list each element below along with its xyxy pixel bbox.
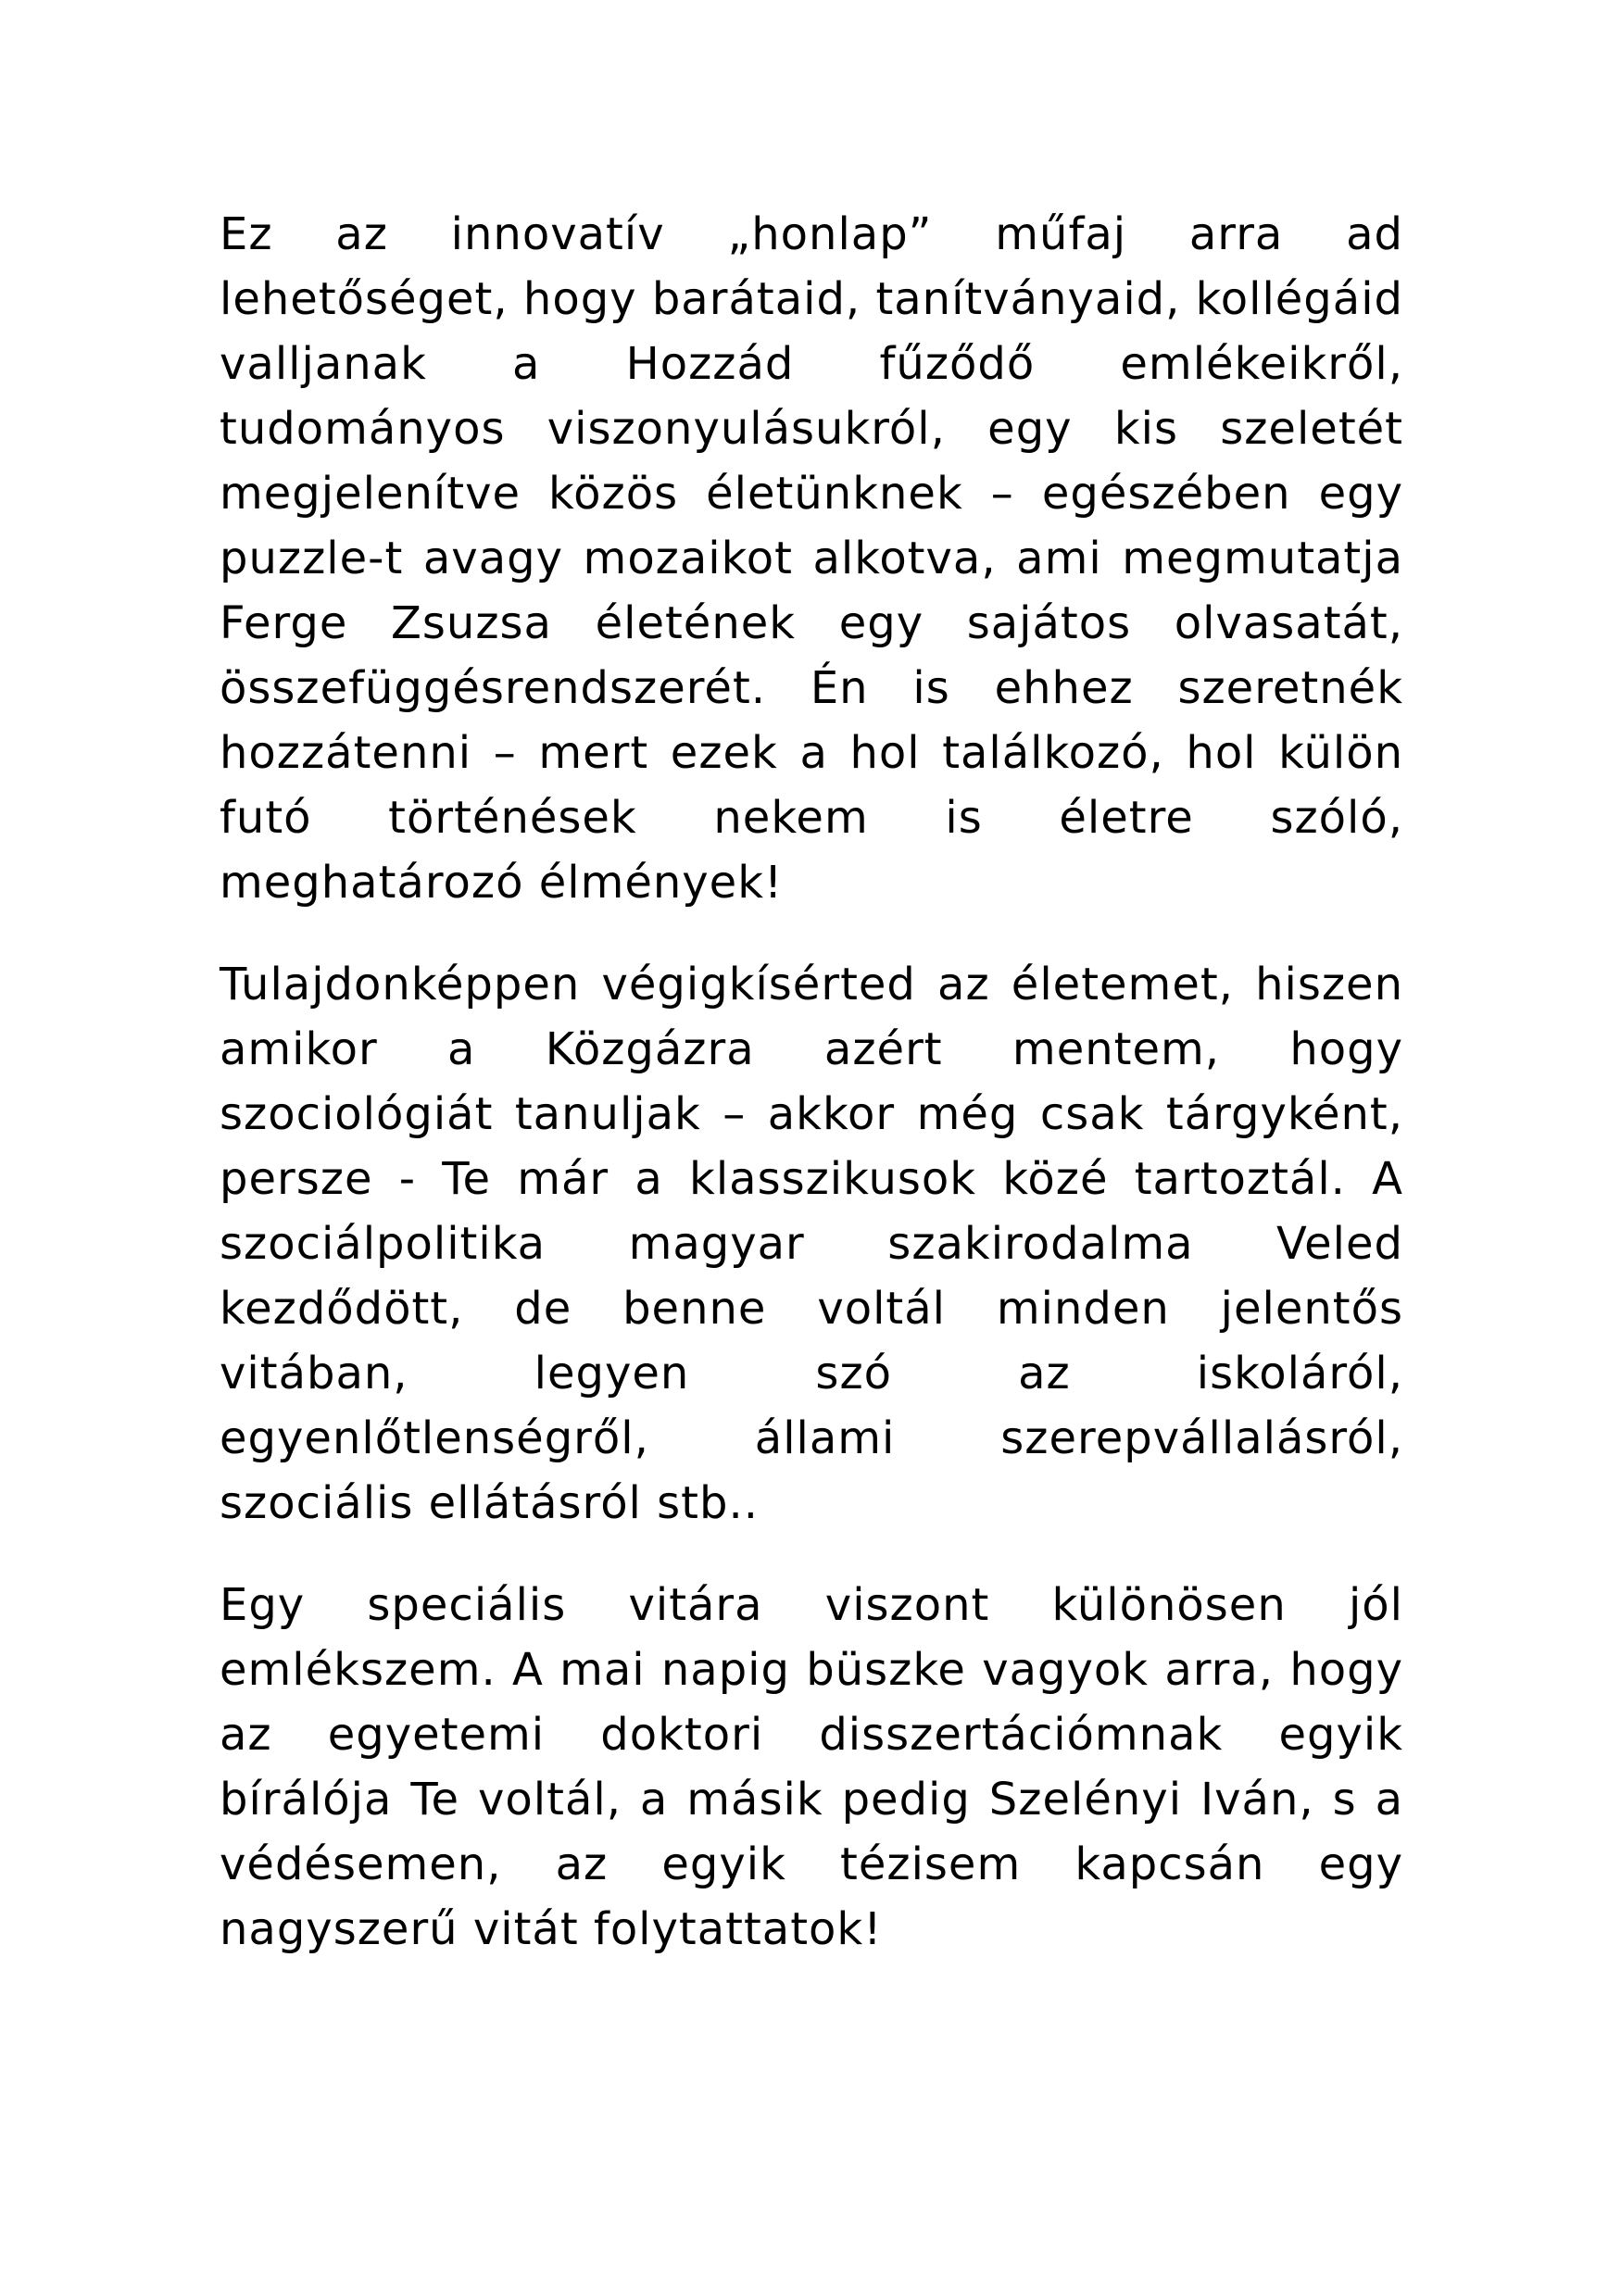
paragraph-1: Ez az innovatív „honlap” műfaj arra ad lehetőséget, hogy barátaid, tanítványaid, kollégáid valljanak a Hozzád fűződő emlékeikről, tudományos viszonyulásukról, egy kis szeletét megjelenítve közös életünknek – egészében egy puzzle-t avagy mozaikot alkotva, ami megmutatja Ferge Zsuzsa életének egy sajátos olvasatát, összefüggésrendszerét. Én is ehhez szeretnék hozzátenni – mert ezek a hol találkozó, hol külön futó történések nekem is életre szóló, meghatározó élmények! xyxy=(220,208,1403,909)
paragraph-3: Egy speciális vitára viszont különösen jól emlékszem. A mai napig büszke vagyok arra, hogy az egyetemi doktori disszertációmnak egyik bírálója Te voltál, a másik pedig Szelényi Iván, s a védésemen, az egyik tézisem kapcsán egy nagyszerű vitát folytattatok! xyxy=(220,1579,1403,1955)
paragraph-2: Tulajdonképpen végigkísérted az életemet, hiszen amikor a Közgázra azért mentem, hogy szociológiát tanuljak – akkor még csak tárgyként, persze - Te már a klasszikusok közé tartoztál. A szociálpolitika magyar szakirodalma Veled kezdődött, de benne voltál minden jelentős vitában, legyen szó az iskoláról, egyenlőtlenségről, állami szerepvállalásról, szociális ellátásról stb.. xyxy=(220,959,1403,1529)
body-text xyxy=(220,202,1403,1999)
